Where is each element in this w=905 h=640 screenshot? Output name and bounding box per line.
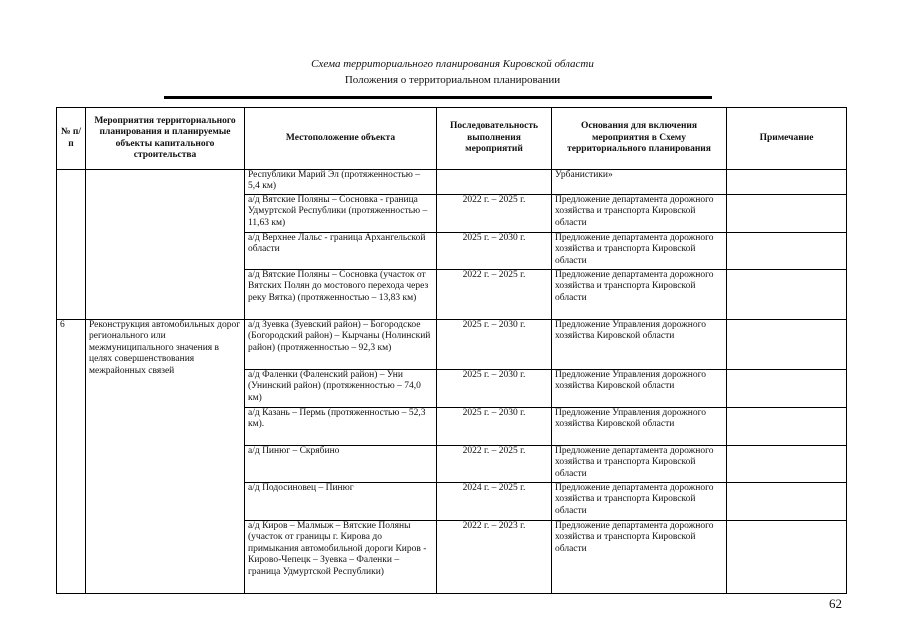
basis-cell: Предложение Управления дорожного хозяйства Кировской области bbox=[552, 320, 727, 370]
dates-cell bbox=[437, 170, 552, 195]
note-cell bbox=[727, 370, 847, 408]
note-cell bbox=[727, 320, 847, 370]
page-number: 62 bbox=[829, 596, 842, 611]
column-header-sequence: Последовательность выполнения мероприятий bbox=[437, 108, 552, 170]
document-header-title: Схема территориального планирования Кировской области bbox=[311, 58, 594, 70]
table-row bbox=[57, 320, 847, 370]
basis-cell: Предложение Управления дорожного хозяйства Кировской области bbox=[552, 408, 727, 446]
location-cell: а/д Фаленки (Фаленский район) – Уни (Унинский район) (протяженностью – 74,0 км) bbox=[245, 370, 437, 408]
note-cell bbox=[727, 270, 847, 320]
note-cell bbox=[727, 408, 847, 446]
column-header-location: Местоположение объекта bbox=[245, 108, 437, 170]
header-divider bbox=[164, 96, 712, 99]
basis-cell: Предложение департамента дорожного хозяйства и транспорта Кировской области bbox=[552, 195, 727, 233]
basis-cell: Предложение Управления дорожного хозяйства Кировской области bbox=[552, 370, 727, 408]
event-cell: Реконструкция автомобильных дорог регионального или межмуниципального значения в целях совершенствования межрайонных связей bbox=[86, 320, 245, 594]
row-number-cell: 6 bbox=[57, 320, 86, 594]
dates-cell: 2022 г. – 2025 г. bbox=[437, 446, 552, 483]
basis-cell: Предложение департамента дорожного хозяйства и транспорта Кировской области bbox=[552, 521, 727, 594]
column-header-event: Мероприятия территориального планирования и планируемые объекты капитального строительства bbox=[86, 108, 245, 170]
table-row bbox=[57, 170, 847, 195]
location-cell: а/д Пинюг – Скрябино bbox=[245, 446, 437, 483]
table-header-row bbox=[57, 108, 847, 170]
document-header-subtitle: Положения о территориальном планировании bbox=[344, 74, 561, 86]
column-header-basis: Основания для включения мероприятия в Схему территориального планирования bbox=[552, 108, 727, 170]
row-number-cell bbox=[57, 170, 86, 320]
basis-cell: Предложение департамента дорожного хозяйства и транспорта Кировской области bbox=[552, 233, 727, 270]
basis-cell: Предложение департамента дорожного хозяйства и транспорта Кировской области bbox=[552, 483, 727, 521]
dates-cell: 2022 г. – 2025 г. bbox=[437, 270, 552, 320]
note-cell bbox=[727, 446, 847, 483]
event-cell bbox=[86, 170, 245, 320]
column-header-number: № п/п bbox=[57, 108, 86, 170]
note-cell bbox=[727, 521, 847, 594]
note-cell bbox=[727, 195, 847, 233]
basis-cell: Урбанистики» bbox=[552, 170, 727, 195]
location-cell: а/д Вятские Поляны – Сосновка (участок от Вятских Полян до мостового перехода через реку Вятка) (протяженностью – 13,83 км) bbox=[245, 270, 437, 320]
location-cell: а/д Киров – Малмыж – Вятские Поляны (участок от границы г. Кирова до примыкания автомобильной дороги Киров - Кирово-Чепецк – Зуевка – Фаленки – граница Удмуртской Республики) bbox=[245, 521, 437, 594]
note-cell bbox=[727, 483, 847, 521]
location-cell: а/д Подосиновец – Пинюг bbox=[245, 483, 437, 521]
location-cell: а/д Верхнее Лальс - граница Архангельской области bbox=[245, 233, 437, 270]
location-cell: Республики Марий Эл (протяженностью – 5,4 км) bbox=[245, 170, 437, 195]
location-cell: а/д Казань – Пермь (протяженностью – 52,3 км). bbox=[245, 408, 437, 446]
location-cell: а/д Вятские Поляны – Сосновка - граница Удмуртской Республики (протяженностью – 11,63 км) bbox=[245, 195, 437, 233]
basis-cell: Предложение департамента дорожного хозяйства и транспорта Кировской области bbox=[552, 446, 727, 483]
basis-cell: Предложение департамента дорожного хозяйства и транспорта Кировской области bbox=[552, 270, 727, 320]
note-cell bbox=[727, 170, 847, 195]
dates-cell: 2022 г. – 2023 г. bbox=[437, 521, 552, 594]
dates-cell: 2025 г. – 2030 г. bbox=[437, 320, 552, 370]
dates-cell: 2025 г. – 2030 г. bbox=[437, 370, 552, 408]
planning-table bbox=[56, 107, 847, 594]
location-cell: а/д Зуевка (Зуевский район) – Богородское (Богородский район) – Кырчаны (Нолинский район) (протяженностью – 92,3 км) bbox=[245, 320, 437, 370]
column-header-note: Примечание bbox=[727, 108, 847, 170]
dates-cell: 2025 г. – 2030 г. bbox=[437, 233, 552, 270]
note-cell bbox=[727, 233, 847, 270]
dates-cell: 2025 г. – 2030 г. bbox=[437, 408, 552, 446]
dates-cell: 2024 г. – 2025 г. bbox=[437, 483, 552, 521]
dates-cell: 2022 г. – 2025 г. bbox=[437, 195, 552, 233]
